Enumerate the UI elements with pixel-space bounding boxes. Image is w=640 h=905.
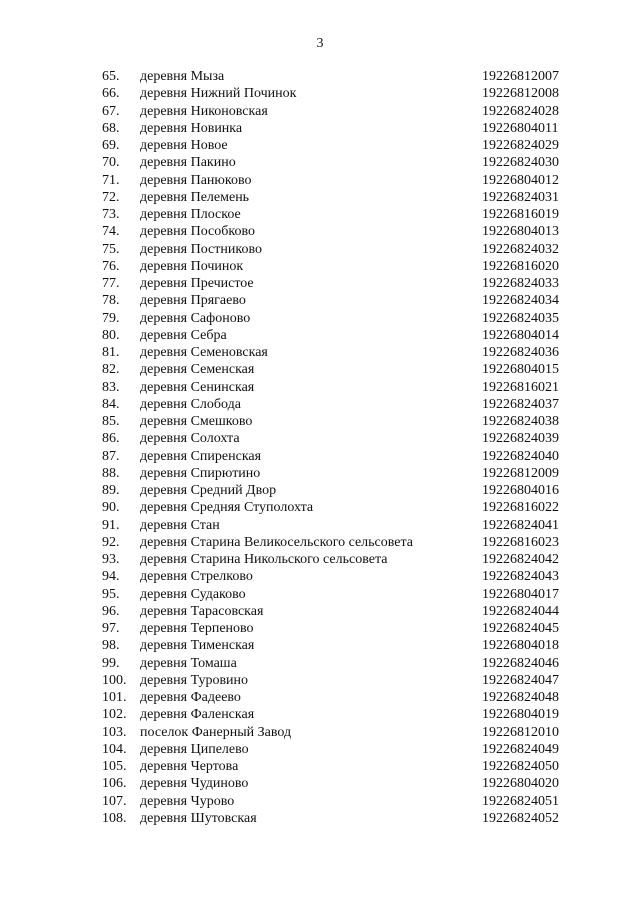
list-item bbox=[0, 724, 640, 741]
item-number: 93. bbox=[102, 552, 120, 567]
settlement-name: деревня Чудиново bbox=[140, 776, 249, 792]
list-item bbox=[0, 241, 640, 258]
list-item bbox=[0, 310, 640, 327]
oktmo-code: 19226824051 bbox=[482, 793, 559, 809]
item-number: 106. bbox=[102, 776, 127, 792]
settlement-name: деревня Терпеново bbox=[140, 621, 254, 636]
oktmo-code: 19226816019 bbox=[482, 207, 559, 222]
list-item bbox=[0, 361, 640, 378]
list-item bbox=[0, 344, 640, 361]
oktmo-code: 19226824037 bbox=[482, 396, 559, 412]
settlement-name: деревня Пелемень bbox=[140, 189, 250, 205]
item-number: 99. bbox=[102, 655, 120, 671]
list-item bbox=[0, 465, 640, 482]
list-item bbox=[0, 154, 640, 171]
oktmo-code: 19226824029 bbox=[482, 138, 559, 153]
settlement-name: деревня Спирютино bbox=[140, 465, 261, 481]
item-number: 87. bbox=[102, 448, 120, 464]
settlement-name: деревня Средняя Ступолохта bbox=[140, 500, 314, 516]
oktmo-code: 19226824050 bbox=[482, 759, 559, 774]
list-item bbox=[0, 120, 640, 137]
settlement-name: деревня Пакино bbox=[140, 155, 236, 171]
item-number: 73. bbox=[102, 207, 120, 222]
settlement-name: деревня Стан bbox=[140, 517, 220, 533]
item-number: 70. bbox=[102, 155, 120, 171]
oktmo-code: 19226824039 bbox=[482, 431, 559, 447]
settlement-name: деревня Тарасовская bbox=[140, 603, 264, 619]
item-number: 100. bbox=[102, 672, 127, 688]
list-item bbox=[0, 672, 640, 689]
oktmo-code: 19226804011 bbox=[482, 120, 559, 136]
item-number: 96. bbox=[102, 603, 120, 619]
item-number: 82. bbox=[102, 362, 120, 378]
list-item bbox=[0, 482, 640, 499]
list-item bbox=[0, 586, 640, 603]
oktmo-code: 19226824036 bbox=[482, 345, 559, 360]
item-number: 108. bbox=[102, 810, 127, 826]
list-item bbox=[0, 396, 640, 413]
list-item bbox=[0, 758, 640, 775]
oktmo-code: 19226816020 bbox=[482, 258, 559, 274]
oktmo-code: 19226804013 bbox=[482, 224, 559, 240]
list-item bbox=[0, 275, 640, 292]
item-number: 80. bbox=[102, 327, 120, 343]
list-item bbox=[0, 517, 640, 534]
item-number: 65. bbox=[102, 69, 120, 84]
item-number: 68. bbox=[102, 120, 120, 136]
settlement-name: деревня Ципелево bbox=[140, 741, 249, 757]
settlement-name: деревня Панюково bbox=[140, 172, 252, 188]
settlement-name: деревня Плоское bbox=[140, 207, 241, 222]
settlement-name: деревня Семеновская bbox=[140, 345, 268, 360]
item-number: 104. bbox=[102, 741, 127, 757]
item-number: 95. bbox=[102, 586, 120, 602]
settlement-name: деревня Слобода bbox=[140, 396, 241, 412]
list-item bbox=[0, 689, 640, 706]
oktmo-code: 19226804012 bbox=[482, 172, 559, 188]
settlement-name: деревня Томаша bbox=[140, 655, 237, 671]
item-number: 101. bbox=[102, 690, 127, 705]
oktmo-code: 19226824048 bbox=[482, 690, 559, 705]
item-number: 90. bbox=[102, 500, 120, 516]
item-number: 84. bbox=[102, 396, 120, 412]
settlement-name: деревня Сафоново bbox=[140, 310, 251, 326]
item-number: 89. bbox=[102, 483, 120, 498]
oktmo-code: 19226824046 bbox=[482, 655, 559, 671]
settlement-name: деревня Семенская bbox=[140, 362, 255, 378]
list-item bbox=[0, 448, 640, 465]
oktmo-code: 19226824044 bbox=[482, 603, 559, 619]
oktmo-code: 19226804016 bbox=[482, 483, 559, 498]
list-item bbox=[0, 206, 640, 223]
oktmo-code: 19226824042 bbox=[482, 552, 559, 567]
settlement-name: деревня Фадеево bbox=[140, 690, 241, 705]
item-number: 78. bbox=[102, 293, 120, 309]
list-item bbox=[0, 258, 640, 275]
settlement-name: деревня Стрелково bbox=[140, 569, 253, 585]
page-number: 3 bbox=[316, 36, 324, 51]
oktmo-code: 19226824047 bbox=[482, 672, 559, 688]
oktmo-code: 19226824041 bbox=[482, 517, 559, 533]
item-number: 86. bbox=[102, 431, 120, 447]
settlement-name: деревня Пособково bbox=[140, 224, 255, 240]
settlement-name: деревня Никоновская bbox=[140, 103, 268, 119]
list-item bbox=[0, 534, 640, 551]
oktmo-code: 19226824034 bbox=[482, 293, 559, 309]
list-item bbox=[0, 430, 640, 447]
oktmo-code: 19226824028 bbox=[482, 103, 559, 119]
item-number: 97. bbox=[102, 621, 120, 636]
item-number: 92. bbox=[102, 534, 120, 550]
list-item bbox=[0, 620, 640, 637]
settlement-name: деревня Новое bbox=[140, 138, 228, 153]
list-item bbox=[0, 706, 640, 723]
oktmo-code: 19226812007 bbox=[482, 69, 559, 84]
oktmo-code: 19226812008 bbox=[482, 86, 559, 102]
item-number: 67. bbox=[102, 103, 120, 119]
oktmo-code: 19226824030 bbox=[482, 155, 559, 171]
item-number: 76. bbox=[102, 258, 120, 274]
item-number: 107. bbox=[102, 793, 127, 809]
settlement-name: деревня Шутовская bbox=[140, 810, 257, 826]
settlement-name: деревня Мыза bbox=[140, 69, 225, 84]
oktmo-code: 19226804014 bbox=[482, 327, 559, 343]
settlement-name: деревня Прягаево bbox=[140, 293, 246, 309]
oktmo-code: 19226804020 bbox=[482, 776, 559, 792]
settlement-name: деревня Пречистое bbox=[140, 276, 254, 291]
item-number: 103. bbox=[102, 724, 127, 740]
item-number: 77. bbox=[102, 276, 120, 291]
settlement-name: деревня Постниково bbox=[140, 241, 262, 257]
settlement-name: деревня Солохта bbox=[140, 431, 240, 447]
oktmo-code: 19226824043 bbox=[482, 569, 559, 585]
item-number: 75. bbox=[102, 241, 120, 257]
oktmo-code: 19226812010 bbox=[482, 724, 559, 740]
item-number: 69. bbox=[102, 138, 120, 153]
settlement-name: деревня Средний Двор bbox=[140, 483, 277, 498]
oktmo-code: 19226824032 bbox=[482, 241, 559, 257]
settlement-name: деревня Старина Никольского сельсовета bbox=[140, 552, 388, 567]
list-item bbox=[0, 741, 640, 758]
oktmo-code: 19226824040 bbox=[482, 448, 559, 464]
oktmo-code: 19226804019 bbox=[482, 707, 559, 723]
list-item bbox=[0, 172, 640, 189]
settlement-list bbox=[0, 68, 640, 827]
oktmo-code: 19226824038 bbox=[482, 414, 559, 429]
list-item bbox=[0, 637, 640, 654]
item-number: 81. bbox=[102, 345, 120, 360]
settlement-name: поселок Фанерный Завод bbox=[140, 724, 292, 740]
list-item bbox=[0, 103, 640, 120]
settlement-name: деревня Новинка bbox=[140, 120, 243, 136]
list-item bbox=[0, 810, 640, 827]
item-number: 94. bbox=[102, 569, 120, 585]
settlement-name: деревня Спиренская bbox=[140, 448, 262, 464]
item-number: 72. bbox=[102, 189, 120, 205]
oktmo-code: 19226824052 bbox=[482, 810, 559, 826]
oktmo-code: 19226824033 bbox=[482, 276, 559, 291]
settlement-name: деревня Старина Великосельского сельсовета bbox=[140, 534, 414, 550]
item-number: 71. bbox=[102, 172, 120, 188]
settlement-name: деревня Нижний Починок bbox=[140, 86, 297, 102]
settlement-name: деревня Чурово bbox=[140, 793, 235, 809]
oktmo-code: 19226824035 bbox=[482, 310, 559, 326]
list-item bbox=[0, 568, 640, 585]
item-number: 91. bbox=[102, 517, 120, 533]
oktmo-code: 19226804015 bbox=[482, 362, 559, 378]
item-number: 85. bbox=[102, 414, 120, 429]
list-item bbox=[0, 223, 640, 240]
oktmo-code: 19226824045 bbox=[482, 621, 559, 636]
settlement-name: деревня Чертова bbox=[140, 759, 239, 774]
oktmo-code: 19226812009 bbox=[482, 465, 559, 481]
list-item bbox=[0, 189, 640, 206]
list-item bbox=[0, 379, 640, 396]
settlement-name: деревня Туровино bbox=[140, 672, 249, 688]
oktmo-code: 19226804018 bbox=[482, 638, 559, 654]
item-number: 88. bbox=[102, 465, 120, 481]
list-item bbox=[0, 413, 640, 430]
oktmo-code: 19226816023 bbox=[482, 534, 559, 550]
settlement-name: деревня Смешково bbox=[140, 414, 253, 429]
list-item bbox=[0, 292, 640, 309]
oktmo-code: 19226824049 bbox=[482, 741, 559, 757]
list-item bbox=[0, 775, 640, 792]
settlement-name: деревня Тименская bbox=[140, 638, 255, 654]
item-number: 79. bbox=[102, 310, 120, 326]
item-number: 105. bbox=[102, 759, 127, 774]
oktmo-code: 19226816022 bbox=[482, 500, 559, 516]
settlement-name: деревня Себра bbox=[140, 327, 227, 343]
list-item bbox=[0, 68, 640, 85]
settlement-name: деревня Судаково bbox=[140, 586, 246, 602]
oktmo-code: 19226804017 bbox=[482, 586, 559, 602]
item-number: 102. bbox=[102, 707, 127, 723]
list-item bbox=[0, 793, 640, 810]
list-item bbox=[0, 551, 640, 568]
list-item bbox=[0, 499, 640, 516]
list-item bbox=[0, 655, 640, 672]
settlement-name: деревня Сенинская bbox=[140, 379, 255, 395]
item-number: 98. bbox=[102, 638, 120, 654]
list-item bbox=[0, 137, 640, 154]
list-item bbox=[0, 327, 640, 344]
settlement-name: деревня Починок bbox=[140, 258, 244, 274]
list-item bbox=[0, 603, 640, 620]
settlement-name: деревня Фаленская bbox=[140, 707, 255, 723]
item-number: 74. bbox=[102, 224, 120, 240]
item-number: 83. bbox=[102, 379, 120, 395]
list-item bbox=[0, 85, 640, 102]
item-number: 66. bbox=[102, 86, 120, 102]
oktmo-code: 19226816021 bbox=[482, 379, 559, 395]
oktmo-code: 19226824031 bbox=[482, 189, 559, 205]
